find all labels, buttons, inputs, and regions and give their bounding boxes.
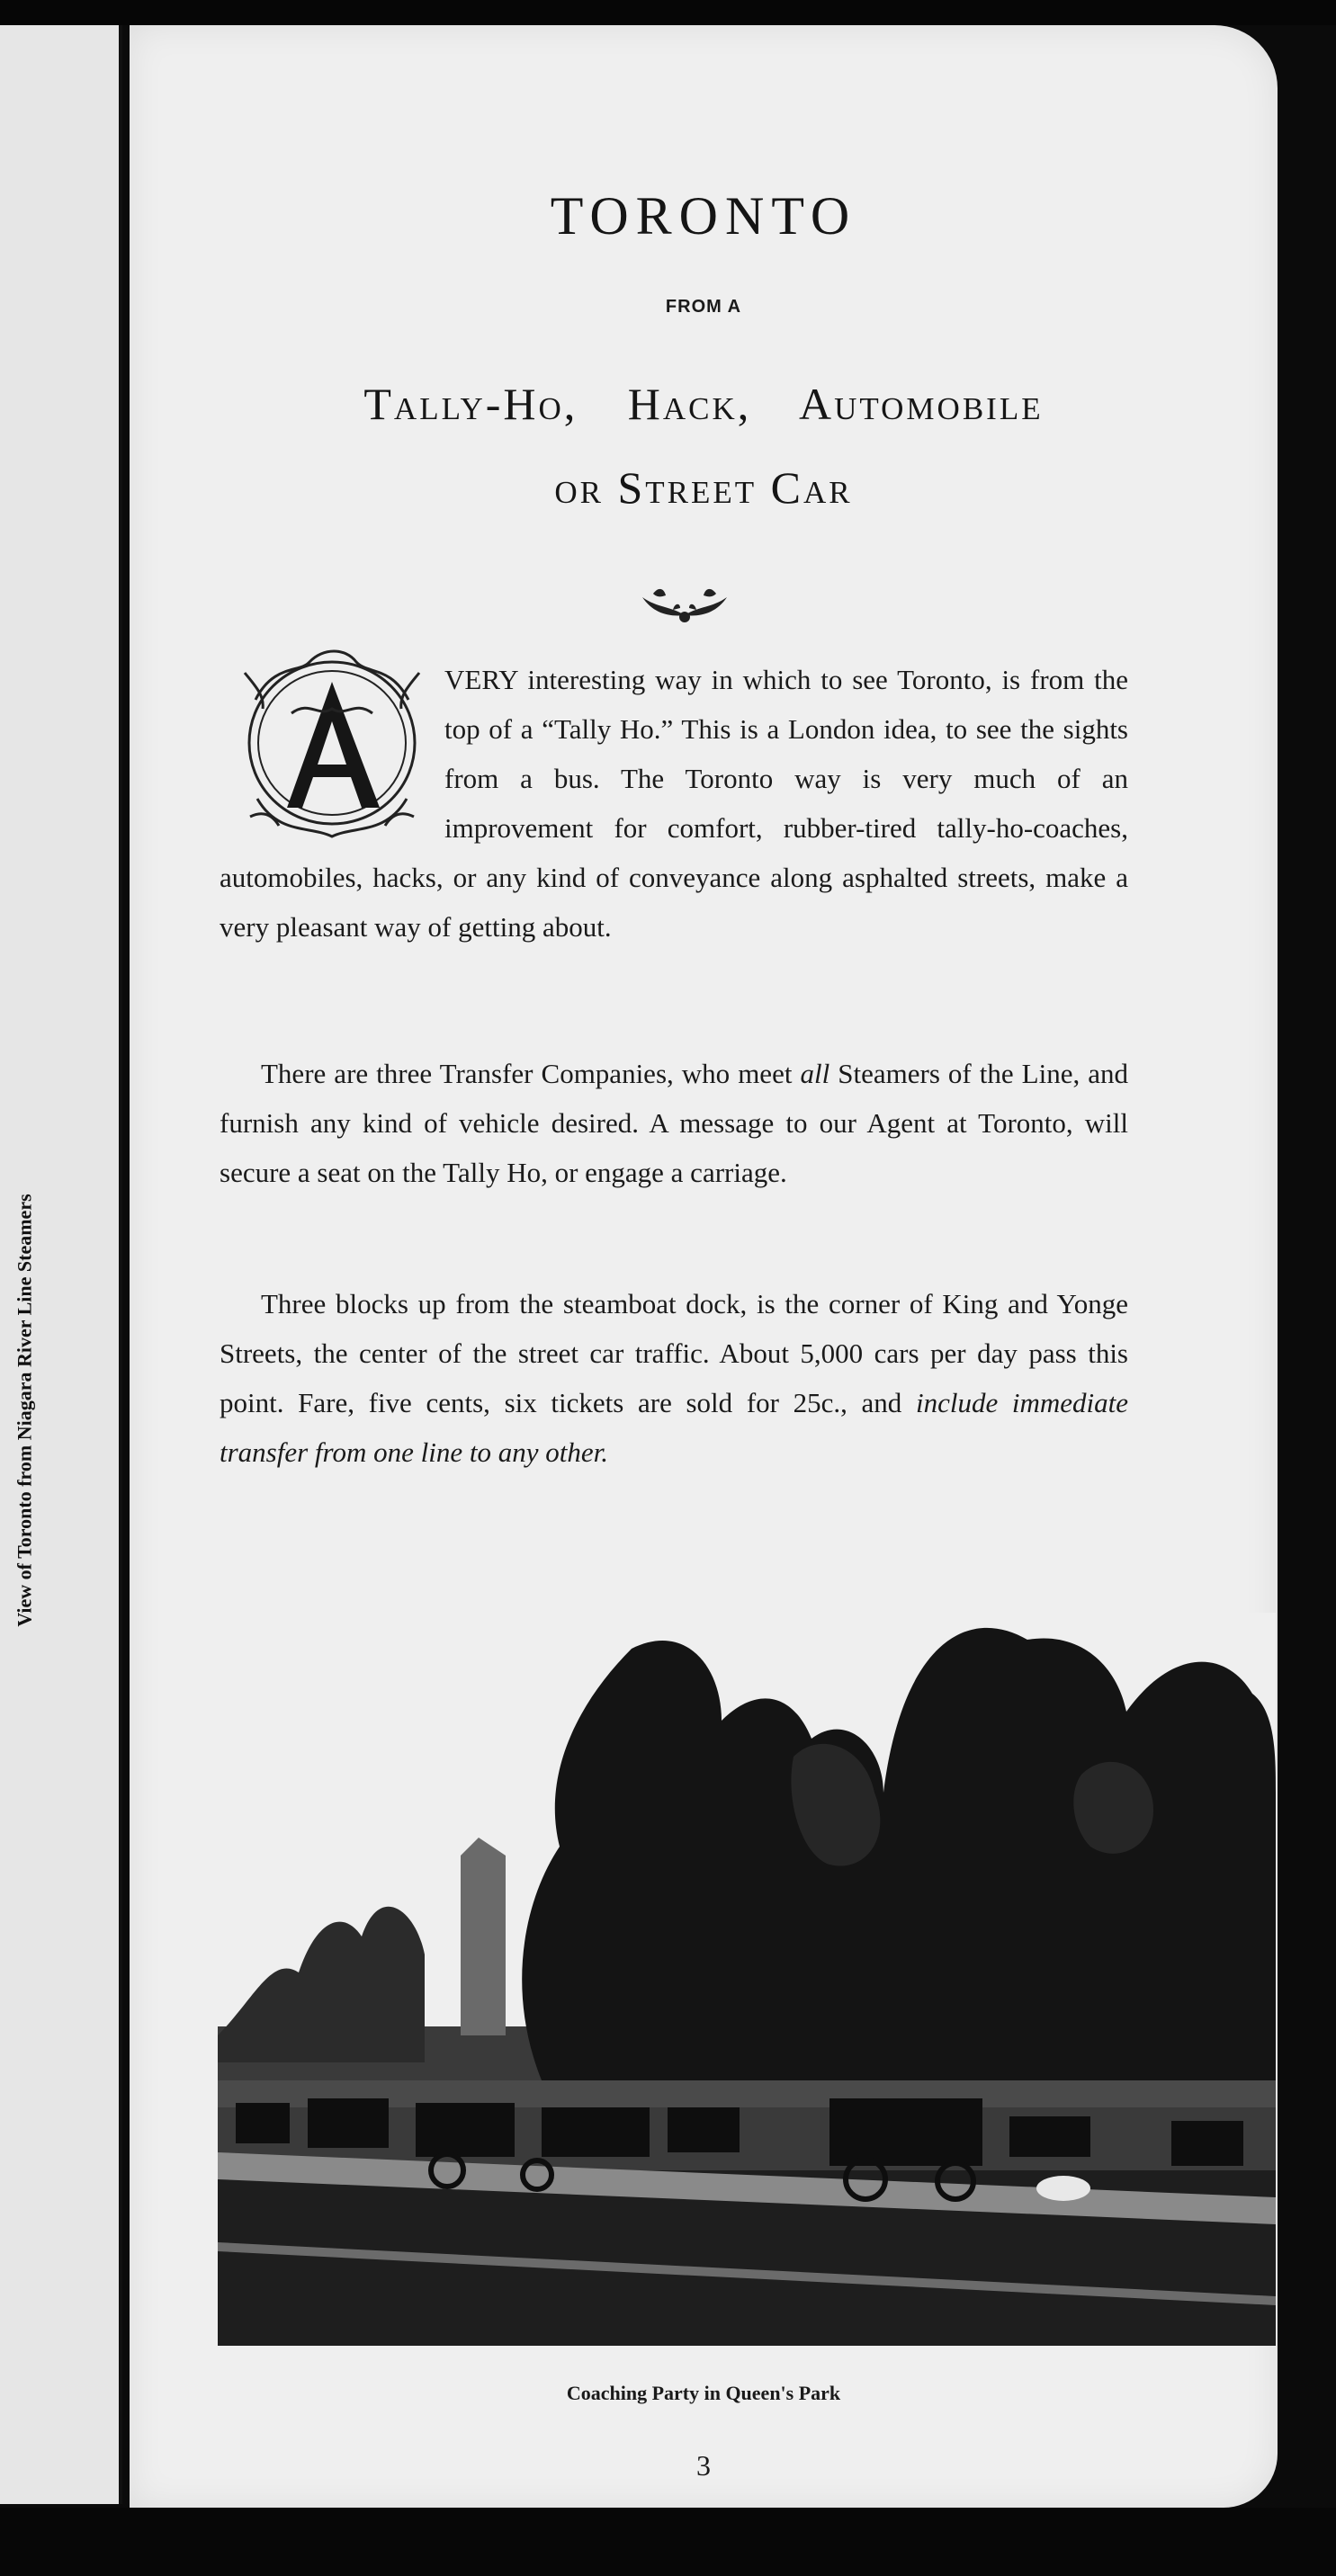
paragraph-1: VERY interesting way in which to see Toronto, is from the top of a “Tally Ho.” This is a London idea, to see the sights from a bus. The Toronto way is very much of an improvement for comfort, rubber-tired tally-ho-coaches, automobiles, hacks, or any kind of conveyance along asphalted streets, make a very pleasant way of getting about. — [220, 664, 1128, 943]
paragraph-3 — [220, 1279, 1128, 1477]
heading-line-2: or Street Car — [554, 462, 853, 513]
scan-border-top — [0, 0, 1336, 25]
coaching-party-photo — [218, 1613, 1276, 2346]
scan-border-bottom — [0, 2508, 1336, 2576]
subtitle-from: FROM A — [665, 297, 742, 317]
paragraph-2-emphasis: all — [800, 1058, 830, 1089]
paragraph-2-after: Steamers of the Line, and furnish any kind of vehicle desired. A message to our Agent at Toronto, will secure a seat on the Tally Ho, or engage a carriage. — [220, 1058, 1128, 1188]
photo-caption: Coaching Party in Queen's Park — [566, 2382, 841, 2404]
heading-line-1: Tally-Ho, Hack, Automobile — [363, 379, 1044, 429]
paragraph-3-emphasis: include immediate transfer from one line to any other. — [220, 1387, 1128, 1468]
leaf-ornament-icon — [635, 579, 734, 633]
spine-text: View of Toronto from Niagara River Line Steamers — [13, 1194, 37, 1627]
page-title: TORONTO — [550, 186, 857, 246]
paragraph-3-text: Three blocks up from the steamboat dock, is the corner of King and Yonge Streets, the center of the street car traffic. About 5,000 cars per day pass this point. Fare, five cents, six tickets are sold for 25c., and — [220, 1288, 1128, 1418]
spine-label — [11, 1087, 40, 1734]
page-number: 3 — [696, 2449, 711, 2482]
paragraph-2-before: There are three Transfer Companies, who meet — [261, 1058, 801, 1089]
brochure-page — [130, 25, 1278, 2508]
left-page-edge — [0, 25, 122, 2504]
paragraph-2 — [220, 1049, 1128, 1197]
